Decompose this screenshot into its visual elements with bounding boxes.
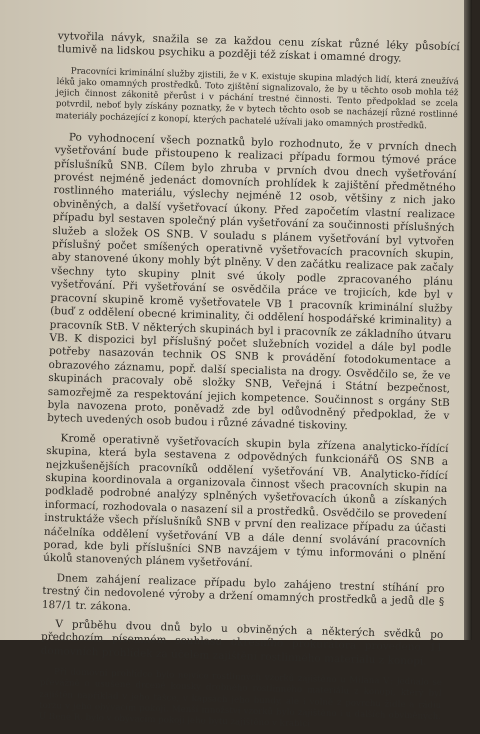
page-text [39,30,460,734]
paragraph-6: V průběhu dvou dnů bylo u obviněných a některých svědků po předchozím písemném souhlasu okresního prokurátora provedeno 11 domovních prohlídek za účelem zajištění rostlinného materiálu z konopí. [40,618,444,668]
paragraph-5: Dnem zahájení realizace případu bylo zahájeno trestní stíhání pro trestný čin nedovolené výroby a držení omamných prostředků a jedů dle § 187/1 tr. zákona. [41,572,445,613]
paragraph-7: Při domovní prohlídce bylo nejvíce rostlinných vzorků zajištěno u Milana V.; jednalo se převážně o usušené drcené kousky drobného rostlinného materiálu z konopí, který byl zajištěn například v jeho tašce, v kapsách jeho bundy, ale i volně z povrchu židle a rádiu torzu v jeho obývacím pokoji. Menší množství vzorků bylo zajištěno i u dalších obviněných. U René R. bylo v obývacím pokoji jeho bytu zajištěno v krabici [38,667,443,730]
page-edge [464,0,472,640]
paragraph-1: vytvořila návyk, snažila se za každou cenu získat různé léky působící tlumivě na lidskou psychiku a později též získat i omamné drogy. [57,30,460,66]
paragraph-3: Po vyhodnocení všech poznatků bylo rozhodnuto, že v prvních dnech vyšetřování bude přistoupeno k realizaci případu formou týmové práce příslušníků SNB. Cílem bylo zhruba v prvních dvou dnech vyšetřování provést nejméně jedenáct domovních prohlídek k zajištění předmětného rostlinného materiálu, výslechy nejméně 12 osob, většiny z nich jako obviněných, a další vyšetřovací úkony. Před započetím vlastní realizace případu byl sestaven společný plán vyšetřování za součinnosti příslušných služeb a složek OS SNB. V souladu s plánem vyšetřování byl vytvořen příslušný počet smíšených operativně vyšetřovacích pracovních skupin, aby stanovené úkony mohly být plněny. V den začátku realizace pak začaly všechny tyto skupiny plnit své úkoly podle zpracovaného plánu vyšetřování. Při vyšetřování se osvědčila práce ve trojicích, kde byl v pracovní skupině kromě vyšetřovatele VB 1 pracovník kriminální služby (buď z oddělení obecné kriminality, či oddělení hospodářské kriminality) a pracovník StB. V některých skupinách byl i pracovník ze základního útvaru VB. K dispozici byl příslušný počet služebních vozidel a dále byl podle potřeby nasazován technik OS SNB k provádění fotodokumentace a obrazového záznamu, popř. další specialista na drogy. Osvědčilo se, že ve skupinách pracovaly obě složky SNB, Veřejná i Státní bezpečnost, samozřejmě za respektování jejich kompetence. Součinnost s orgány StB byla navozena proto, poněvadž zde byl odůvodněný předpoklad, že v bytech uvedených osob budou i různé závadné tiskoviny. [46,131,458,433]
paragraph-4: Kromě operativně vyšetřovacích skupin byla zřízena analyticko-řídící skupina, která byla sestavena z odpovědných funkcionářů OS SNB a nejzkušenějších pracovníků oddělení vyšetřování VB. Analyticko-řídící skupina koordinovala a organizovala činnost všech pracovních skupin na podkladě podrobné analýzy splněných vyšetřovacích úkonů a získaných informací, rozhodovala o nasazení sil a prostředků. Osvědčilo se provedení instruktáže všech příslušníků SNB v první den realizace případu za účasti náčelníka oddělení vyšetřování VB a dále denní svolávání pracovních porad, kde byli příslušníci SNB navzájem v týmu informováni o plnění úkolů stanovených plánem vyšetřování. [43,431,449,571]
paragraph-2: Pracovníci kriminální služby zjistili, že v K. existuje skupina mladých lidí, která zneužívá léků jako omamných prostředků. Toto zjištění signalizovalo, že by u těchto osob mohla též jejich činnost zákonitě přerůst i v páchání trestné činnosti. Tento předpoklad se zcela potvrdil, neboť byly získány poznatky, že v bytech těchto osob se nacházejí různé rostlinné materiály pocházející z konopí, kterých pachatelé užívali jako omamných prostředků. [55,66,459,131]
